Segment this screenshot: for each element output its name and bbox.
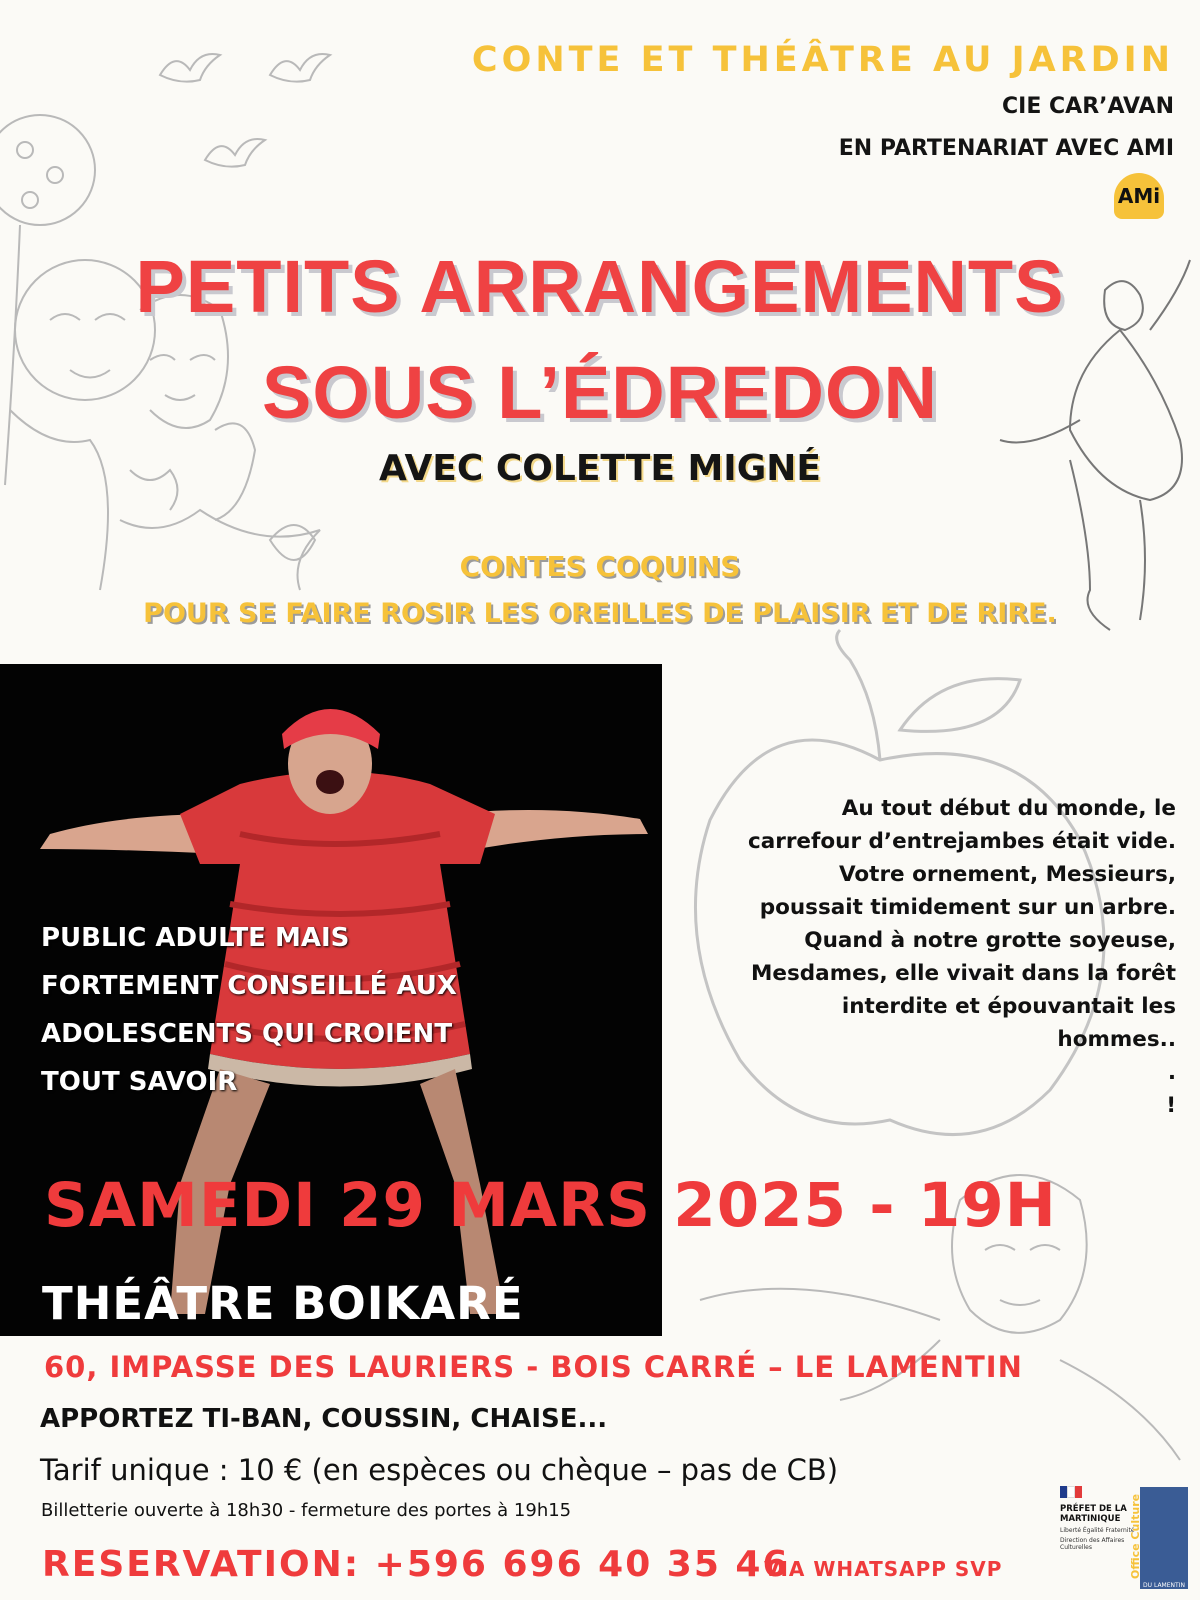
excerpt-line: Quand à notre grotte soyeuse, bbox=[804, 928, 1176, 953]
ticket-price: Tarif unique : 10 € (en espèces ou chèque – pas de CB) bbox=[40, 1453, 839, 1487]
excerpt-line: poussait timidement sur un arbre. bbox=[759, 895, 1176, 920]
excerpt-line: interdite et épouvantait les bbox=[841, 994, 1176, 1019]
venue-name: THÉÂTRE BOIKARÉ bbox=[42, 1277, 524, 1330]
excerpt-line: . bbox=[1167, 1060, 1176, 1085]
performer-credit: AVEC COLETTE MIGNÉ bbox=[379, 448, 821, 489]
excerpt-line: Au tout début du monde, le bbox=[841, 796, 1176, 821]
genre-line2: POUR SE FAIRE ROSIR LES OREILLES DE PLAISIR ET DE RIRE. bbox=[143, 598, 1057, 629]
office-culture-name: Office Culture bbox=[1129, 1493, 1142, 1579]
excerpt-line: carrefour d’entrejambes était vide. bbox=[747, 829, 1176, 854]
french-flag-icon bbox=[1060, 1486, 1082, 1498]
prefet-motto: Liberté Égalité Fraternité bbox=[1060, 1527, 1135, 1534]
reservation-phone[interactable]: RESERVATION: +596 696 40 35 46 bbox=[42, 1544, 790, 1585]
bring-seating-note: APPORTEZ TI-BAN, COUSSIN, CHAISE... bbox=[40, 1404, 608, 1434]
bird-icon bbox=[160, 54, 330, 167]
company-credits bbox=[839, 86, 1174, 170]
prefet-dept: Direction des Affaires Culturelles bbox=[1060, 1537, 1125, 1551]
excerpt-line: hommes.. bbox=[1057, 1027, 1176, 1052]
excerpt-line: Mesdames, elle vivait dans la forêt bbox=[751, 961, 1176, 986]
audience-note bbox=[41, 914, 457, 1106]
audience-note-line: PUBLIC ADULTE MAIS bbox=[41, 923, 350, 953]
genre-line1: CONTES COQUINS bbox=[459, 550, 741, 583]
office-culture-city: DU LAMENTIN bbox=[1143, 1582, 1185, 1589]
prefecture-logo bbox=[1060, 1486, 1138, 1551]
ami-logo-text: AMi bbox=[1117, 184, 1161, 208]
company-name: CIE CAR’AVAN bbox=[1002, 94, 1174, 119]
audience-note-line: ADOLESCENTS QUI CROIENT bbox=[41, 1019, 453, 1049]
event-date: SAMEDI 29 MARS 2025 - 19H bbox=[44, 1170, 1057, 1241]
audience-note-line: FORTEMENT CONSEILLÉ AUX bbox=[41, 971, 457, 1001]
box-office-hours: Billetterie ouverte à 18h30 - fermeture des portes à 19h15 bbox=[41, 1500, 572, 1521]
audience-note-line: TOUT SAVOIR bbox=[41, 1067, 238, 1097]
show-title-line2: SOUS L’ÉDREDON bbox=[262, 351, 938, 434]
story-excerpt bbox=[666, 792, 1176, 1122]
partnership-line: EN PARTENARIAT AVEC AMI bbox=[838, 136, 1174, 161]
excerpt-line: Votre ornement, Messieurs, bbox=[838, 862, 1176, 887]
venue-address: 60, IMPASSE DES LAURIERS - BOIS CARRÉ – LE LAMENTIN bbox=[44, 1350, 1023, 1384]
whatsapp-note: VIA WHATSAPP SVP bbox=[764, 1557, 1003, 1581]
ami-logo bbox=[1114, 173, 1164, 219]
event-series-kicker: CONTE ET THÉÂTRE AU JARDIN bbox=[471, 40, 1174, 80]
office-culture-logo bbox=[1129, 1487, 1188, 1589]
show-title-line1: PETITS ARRANGEMENTS bbox=[135, 245, 1065, 328]
excerpt-line: ! bbox=[1166, 1093, 1176, 1118]
prefet-name: PRÉFET DE LA MARTINIQUE bbox=[1060, 1504, 1127, 1524]
